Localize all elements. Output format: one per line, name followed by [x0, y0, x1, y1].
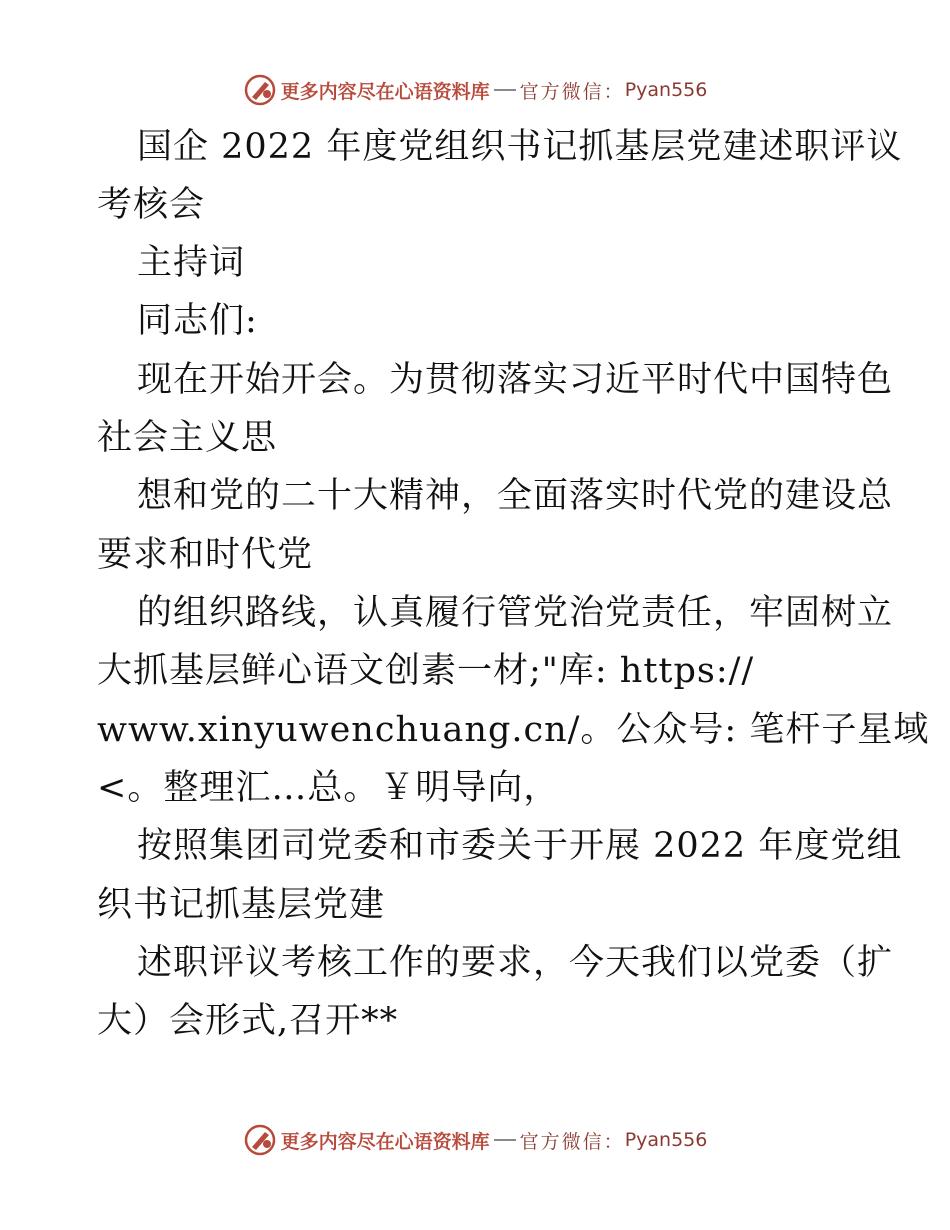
doc-salutation: 同志们: [137, 301, 258, 341]
watermark-official-text: 官方微信： [519, 1130, 625, 1153]
paragraph-line: 想和党的二十大精神，全面落实时代党的建设总 [137, 476, 894, 516]
paragraph-line: 要求和时代党 [97, 535, 314, 575]
doc-title-line-1: 国企 2022 年度党组织书记抓基层党建述职评议 [137, 127, 903, 167]
paragraph-line: 社会主义思 [97, 418, 278, 458]
paragraph-line: 述职评议考核工作的要求，今天我们以党委（扩 [137, 943, 894, 983]
paragraph-line: www.xinyuwenchuang.cn/。公众号: 笔杆子星域 [97, 710, 930, 750]
watermark-dash [494, 89, 516, 91]
paragraph-line: 现在开始开会。为贯彻落实习近平时代中国特色 [137, 360, 894, 400]
paragraph-line: 大抓基层鲜心语文创素一材;"库: https:// [97, 651, 755, 691]
paragraph-line: 的组织路线，认真履行管党治党责任，牢固树立 [137, 593, 894, 633]
paragraph-line: 大）会形式,召开** [97, 1001, 399, 1041]
footer-watermark [0, 1122, 950, 1158]
watermark-main-text: 更多内容尽在心语资料库 [280, 1130, 490, 1153]
watermark-id-text: Pyan556 [624, 79, 708, 101]
paragraph-line: 按照集团司党委和市委关于开展 2022 年度党组 [137, 826, 903, 866]
watermark-dash [494, 1139, 516, 1141]
watermark-official-text: 官方微信： [519, 80, 625, 103]
header-watermark [0, 72, 950, 108]
pen-seal-logo-icon [243, 73, 277, 107]
paragraph-line: <。整理汇…总。￥明导向， [97, 768, 560, 808]
pen-seal-logo-icon [243, 1123, 277, 1157]
watermark-main-text: 更多内容尽在心语资料库 [280, 80, 490, 103]
paragraph-line: 织书记抓基层党建 [97, 885, 386, 925]
doc-title-line-2: 考核会 [97, 185, 206, 225]
watermark-id-text: Pyan556 [624, 1129, 708, 1151]
doc-subtitle: 主持词 [137, 243, 246, 283]
